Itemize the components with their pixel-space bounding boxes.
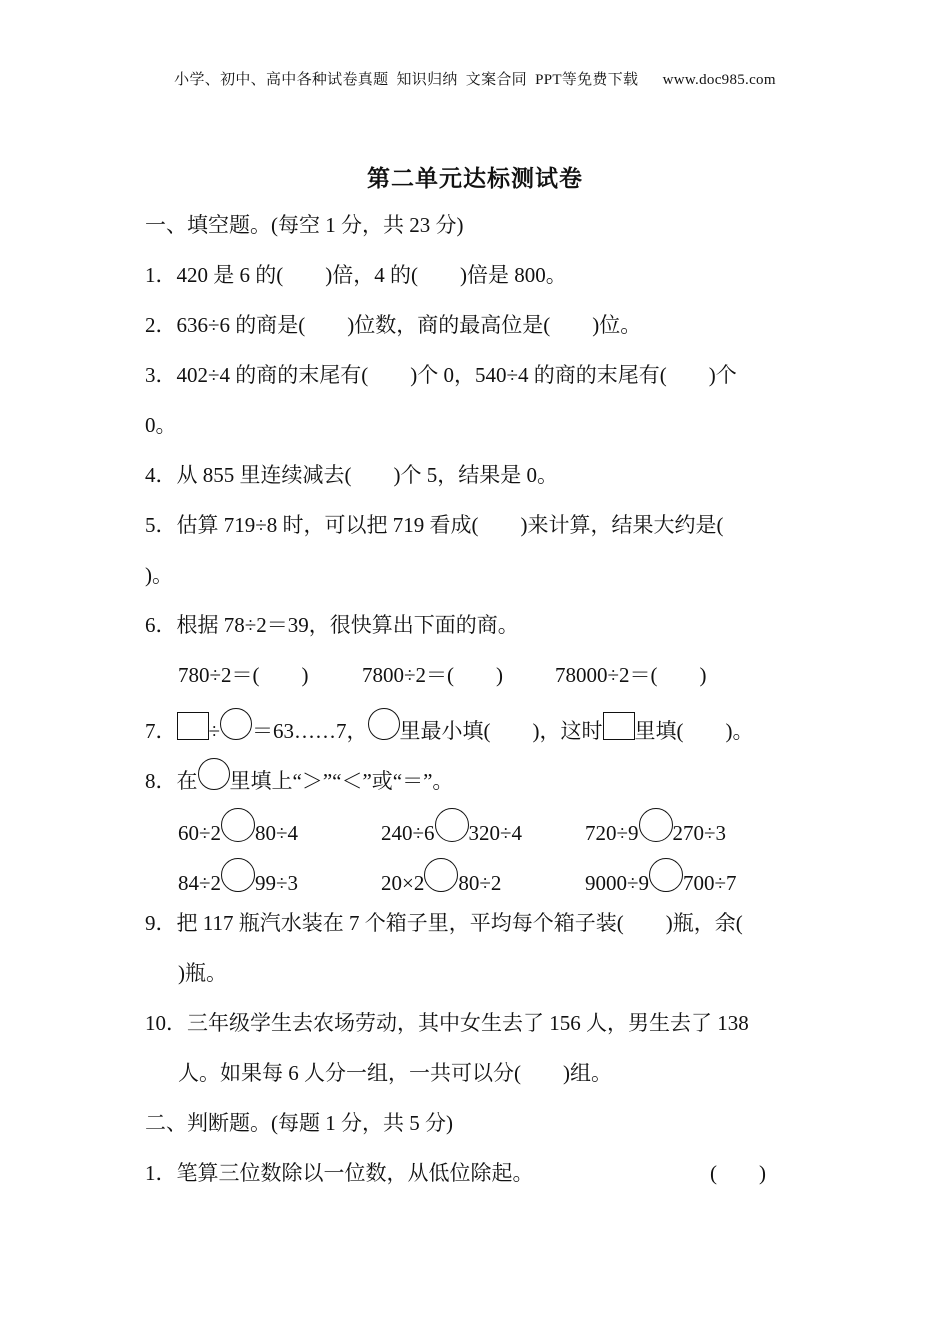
page-title: 第二单元达标测试卷 [367, 166, 583, 192]
q8-compare-item: 20×2 80÷2 [381, 858, 501, 898]
page-header: 小学、初中、高中各种试卷真题 知识归纳 文案合同 PPT等免费下载 www.doc985.com [174, 72, 776, 88]
judge-question-1: 1．笔算三位数除以一位数，从低位除起。 [145, 1161, 534, 1185]
question-10-line2: 人。如果每 6 人分一组，一共可以分( )组。 [178, 1061, 612, 1085]
q7-divide: ÷ [208, 719, 221, 743]
q8-compare-item: 720÷9 270÷3 [585, 808, 726, 848]
section-fill-blanks: 一、填空题。(每空 1 分，共 23 分) [145, 213, 464, 237]
question-4: 4．从 855 里连续减去( )个 5，结果是 0。 [145, 463, 558, 487]
q8-compare-item: 240÷6 320÷4 [381, 808, 522, 848]
question-9-line1: 9．把 117 瓶汽水装在 7 个箱子里，平均每个箱子装( )瓶，余( [145, 911, 743, 935]
q8-post: 里填上“＞”“＜”或“＝”。 [229, 769, 454, 793]
q6-item-1: 780÷2＝( ) [178, 663, 309, 687]
question-10-line1: 10．三年级学生去农场劳动，其中女生去了 156 人，男生去了 138 [145, 1011, 749, 1035]
question-3-line2: 0。 [145, 413, 177, 437]
circle-blank-icon [221, 808, 255, 842]
q6-item-2: 7800÷2＝( ) [362, 663, 504, 687]
question-1: 1．420 是 6 的( )倍，4 的( )倍是 800。 [145, 263, 567, 287]
question-5-line2: )。 [145, 563, 173, 587]
circle-blank-icon [220, 708, 252, 740]
circle-blank-icon [649, 858, 683, 892]
q8-compare-item: 9000÷9 700÷7 [585, 858, 737, 898]
q7-number: 7． [145, 719, 177, 743]
q8-pre: 8．在 [145, 769, 198, 793]
q8-compare-item: 60÷2 80÷4 [178, 808, 298, 848]
question-2: 2．636÷6 的商是( )位数，商的最高位是( )位。 [145, 313, 642, 337]
square-blank-icon [177, 712, 209, 740]
question-5-line1: 5．估算 719÷8 时，可以把 719 看成( )来计算，结果大约是( [145, 513, 724, 537]
question-9-line2: )瓶。 [178, 961, 227, 985]
circle-blank-icon [368, 708, 400, 740]
q8-compare-item: 84÷2 99÷3 [178, 858, 298, 898]
circle-blank-icon [424, 858, 458, 892]
circle-blank-icon [639, 808, 673, 842]
question-7 [145, 708, 754, 743]
q6-item-3: 78000÷2＝( ) [555, 663, 707, 687]
circle-blank-icon [221, 858, 255, 892]
section-true-false: 二、判断题。(每题 1 分，共 5 分) [145, 1111, 453, 1135]
circle-blank-icon [198, 758, 230, 790]
question-3-line1: 3．402÷4 的商的末尾有( )个 0，540÷4 的商的末尾有( )个 [145, 363, 737, 387]
square-blank-icon [603, 712, 635, 740]
q7-end-text: 里填( )。 [634, 719, 754, 743]
q7-equation: ＝63……7， [252, 719, 368, 743]
question-6: 6．根据 78÷2＝39，很快算出下面的商。 [145, 613, 519, 637]
question-8 [145, 758, 454, 793]
circle-blank-icon [435, 808, 469, 842]
answer-parentheses: ( ) [710, 1161, 766, 1185]
q7-middle-text: 里最小填( )，这时 [399, 719, 603, 743]
